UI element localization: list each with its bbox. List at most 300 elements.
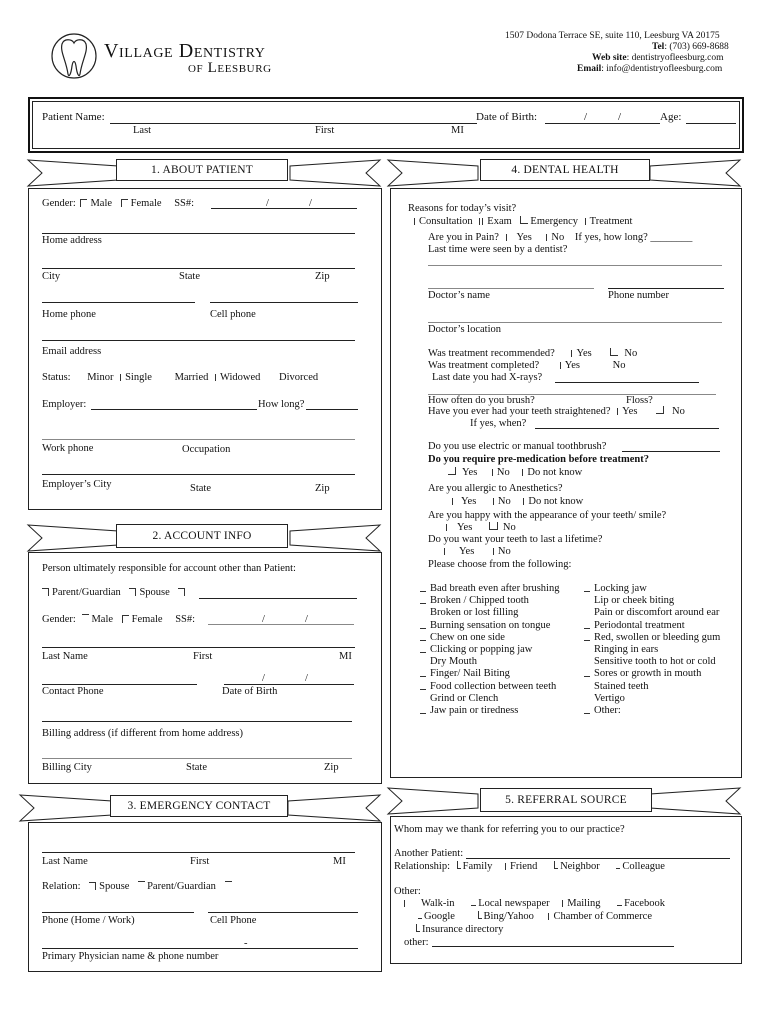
recommended-no-checkbox[interactable]	[610, 348, 618, 356]
recommended-no-label: No	[624, 348, 638, 359]
emergency-cell-field[interactable]	[208, 912, 358, 913]
symptom-item	[584, 693, 625, 704]
city-field[interactable]	[42, 268, 355, 269]
section5-title: 5. REFERRAL SOURCE	[480, 788, 652, 812]
anesthetics-no-checkbox[interactable]	[493, 498, 494, 505]
emergency-cell-label: Cell Phone	[210, 915, 257, 926]
contact-phone-field[interactable]	[42, 684, 197, 685]
occupation-label: Occupation	[182, 444, 231, 455]
emergency-phone-field[interactable]	[42, 912, 194, 913]
state-label: State	[179, 271, 200, 282]
symptom-checkbox[interactable]	[420, 658, 426, 665]
billing-address-field[interactable]	[42, 721, 352, 722]
billing-zip-label: Zip	[324, 762, 339, 773]
pain-how-long-field[interactable]: ________	[650, 232, 693, 243]
completed-yes-label: Yes	[564, 360, 581, 371]
insurance-label: Insurance directory	[422, 924, 504, 935]
symptom-checkbox[interactable]	[420, 621, 426, 629]
account-female-checkbox[interactable]	[122, 615, 129, 623]
emergency-label: Emergency	[530, 216, 579, 227]
symptom-label: Vertigo	[594, 692, 625, 704]
symptom-item	[584, 583, 647, 594]
premed-no-label: No	[496, 467, 510, 478]
how-long-label: How long?	[258, 399, 305, 410]
tooth-logo-icon	[50, 30, 100, 85]
neighbor-label: Neighbor	[560, 861, 600, 872]
other-responsible-checkbox[interactable]	[178, 588, 185, 596]
completed-no-label: No	[612, 360, 626, 371]
chamber-label: Chamber of Commerce	[553, 911, 653, 922]
section5-box	[390, 816, 742, 964]
other-row-2	[418, 911, 652, 922]
relation-spouse-label: Spouse	[99, 881, 130, 892]
home-address-field[interactable]	[42, 233, 355, 234]
straightened-yes-checkbox[interactable]	[617, 408, 618, 415]
account-male-label: Male	[91, 614, 114, 625]
pain-how-long-label: If yes, how long?	[574, 232, 648, 243]
google-label: Google	[424, 911, 455, 922]
ss-sep1: /	[266, 198, 269, 209]
lifetime-no-label: No	[497, 546, 511, 557]
anesthetics-dontknow-checkbox[interactable]	[523, 498, 524, 505]
symptom-label: Pain or discomfort around ear	[594, 607, 720, 619]
ss-label: SS#:	[174, 198, 195, 209]
completed-row	[428, 360, 625, 371]
symptom-item	[420, 681, 556, 692]
google-checkbox[interactable]	[418, 911, 422, 919]
colleague-label: Colleague	[622, 861, 665, 872]
web-label: Web site	[592, 53, 627, 63]
account-first-label: First	[193, 651, 213, 662]
symptom-label: Periodontal treatment	[594, 619, 685, 631]
last-time-label: Last time were seen by a dentist?	[428, 244, 568, 255]
employer-city-field[interactable]	[42, 474, 355, 475]
spouse-label: Spouse	[139, 587, 170, 598]
other2-field[interactable]	[432, 946, 674, 947]
home-phone-field[interactable]	[42, 302, 195, 303]
symptom-checkbox[interactable]	[584, 621, 590, 629]
other-row-3	[416, 924, 503, 935]
symptom-label: Jaw pain or tiredness	[430, 705, 519, 716]
straightened-row	[428, 406, 685, 417]
account-ss-sep1: /	[262, 614, 265, 625]
symptom-label: Bad breath even after brushing	[430, 583, 560, 594]
floss-label: Floss?	[626, 395, 653, 406]
symptom-checkbox[interactable]	[584, 706, 590, 714]
xrays-field[interactable]	[555, 382, 699, 383]
relation-parent-checkbox[interactable]	[138, 881, 145, 889]
account-name-field[interactable]	[42, 647, 355, 648]
symptom-item	[420, 583, 559, 594]
symptom-checkbox[interactable]	[420, 645, 426, 653]
toothbrush-field[interactable]	[622, 451, 720, 452]
recommended-yes-checkbox[interactable]	[571, 350, 572, 357]
cell-phone-field[interactable]	[210, 302, 358, 303]
responsible-row	[42, 587, 188, 598]
exam-checkbox-mark	[482, 218, 483, 225]
brush-label: How often do you brush?	[428, 395, 535, 406]
another-patient-field[interactable]	[466, 858, 730, 859]
how-long-field[interactable]	[306, 409, 358, 410]
anesthetics-yes-label: Yes	[461, 496, 477, 507]
friend-label: Friend	[510, 861, 538, 872]
straightened-label: Have you ever had your teeth straightened?	[428, 406, 611, 417]
practice-address: 1507 Dodona Terrace SE, suite 110, Leesburg VA 20175	[505, 31, 720, 41]
symptom-checkbox[interactable]	[584, 597, 590, 604]
reasons-label: Reasons for today’s visit?	[408, 203, 517, 214]
premed-row	[448, 467, 582, 478]
section4-title: 4. DENTAL HEALTH	[480, 159, 650, 181]
responsible-label: Person ultimately responsible for account other than Patient:	[42, 563, 296, 574]
symptom-checkbox[interactable]	[584, 695, 590, 702]
colleague-checkbox[interactable]	[616, 861, 620, 869]
age-label: Age:	[660, 111, 682, 123]
symptom-label: Stained teeth	[594, 680, 649, 692]
symptom-label: Finger/ Nail Biting	[430, 668, 510, 680]
relation-other-checkbox[interactable]	[225, 881, 232, 889]
recommended-row	[428, 348, 637, 359]
symptom-item	[420, 668, 510, 679]
account-male-checkbox[interactable]	[82, 614, 89, 622]
symptom-label: Red, swollen or bleeding gum	[594, 631, 721, 643]
symptom-label: Burning sensation on tongue	[430, 619, 551, 631]
ss-sep2: /	[309, 198, 312, 209]
symptom-checkbox[interactable]	[584, 646, 590, 653]
responsible-name-field[interactable]	[199, 598, 357, 599]
spouse-checkbox[interactable]	[129, 588, 136, 596]
completed-label: Was treatment completed?	[428, 360, 540, 371]
status-label: Status:	[42, 372, 71, 383]
other2-label: other:	[404, 937, 429, 948]
exam-checkbox[interactable]	[479, 218, 480, 225]
symptom-item	[584, 705, 621, 716]
symptom-item	[420, 632, 505, 643]
account-last-name-label: Last Name	[42, 651, 88, 662]
lifetime-no-checkbox[interactable]	[493, 548, 494, 555]
city-label: City	[42, 271, 61, 282]
recommended-yes-label: Yes	[576, 348, 592, 359]
pain-no-checkbox[interactable]	[546, 234, 547, 241]
gender-row	[42, 198, 194, 209]
walkin-label: Walk-in	[421, 898, 455, 909]
email-value: : info@dentistryofleesburg.com	[601, 64, 723, 74]
billing-city-label: Billing City	[42, 762, 92, 773]
symptom-item	[584, 595, 674, 606]
symptom-item	[420, 620, 550, 631]
age-field[interactable]	[686, 123, 736, 124]
other-row-1	[404, 898, 665, 909]
lifetime-yes-label: Yes	[459, 546, 475, 557]
doctors-location-field[interactable]	[428, 322, 722, 323]
gender-label: Gender:	[42, 198, 76, 209]
logo-line1: Village Dentistry	[104, 40, 266, 62]
pain-yes-checkbox[interactable]	[506, 234, 507, 241]
symptom-label: Locking jaw	[594, 583, 647, 594]
physician-field[interactable]	[42, 948, 358, 949]
symptom-label: Ringing in ears	[594, 644, 659, 655]
symptom-item	[584, 632, 720, 643]
dob-label: Date of Birth:	[476, 111, 538, 123]
parent-label: Parent/Guardian	[52, 587, 121, 598]
symptom-checkbox[interactable]	[420, 609, 426, 616]
female-label: Female	[130, 198, 162, 209]
friend-checkbox[interactable]	[505, 863, 506, 870]
home-address-label: Home address	[42, 235, 102, 246]
single-label: Single	[125, 372, 152, 383]
another-patient-label: Another Patient:	[394, 848, 464, 859]
section3-box	[28, 822, 382, 972]
anesthetics-no-label: No	[497, 496, 511, 507]
account-dob-sep1: /	[262, 673, 265, 684]
ss-field[interactable]	[211, 208, 357, 209]
straightened-yes-label: Yes	[622, 406, 638, 417]
lifetime-yes-checkbox[interactable]	[444, 548, 445, 555]
account-ss-sep2: /	[305, 614, 308, 625]
employer-zip-label: Zip	[315, 483, 330, 494]
treatment-label: Treatment	[589, 216, 633, 227]
relation-label: Relation:	[42, 881, 81, 892]
symptom-checkbox[interactable]	[420, 669, 426, 677]
symptom-item	[420, 595, 529, 606]
pain-no-label: No	[551, 232, 565, 243]
billing-state-label: State	[186, 762, 207, 773]
pain-yes-label: Yes	[516, 232, 532, 243]
symptom-item	[420, 693, 498, 704]
insurance-checkbox[interactable]	[416, 924, 420, 932]
exam-label: Exam	[487, 216, 512, 227]
email-field[interactable]	[42, 340, 355, 341]
practice-web	[592, 53, 724, 63]
consultation-label: Consultation	[419, 216, 473, 227]
happy-no-label: No	[502, 522, 516, 533]
lifetime-row	[440, 546, 511, 557]
web-value: : dentistryofleesburg.com	[626, 53, 724, 63]
relationship-row	[394, 861, 665, 872]
account-gender-row	[42, 614, 195, 625]
happy-yes-checkbox[interactable]	[446, 524, 447, 531]
symptom-checkbox[interactable]	[420, 584, 426, 592]
premed-yes-checkbox[interactable]	[448, 467, 456, 475]
account-dob-label: Date of Birth	[222, 686, 278, 697]
premed-dontknow-label: Do not know	[527, 467, 583, 478]
family-label: Family	[462, 861, 493, 872]
mailing-checkbox[interactable]	[562, 900, 563, 907]
tel-label: Tel	[652, 42, 665, 52]
patient-name-field[interactable]	[110, 123, 477, 124]
logo-line2: of Leesburg	[188, 60, 272, 76]
relationship-label: Relationship:	[394, 861, 450, 872]
symptom-checkbox[interactable]	[420, 682, 426, 690]
dob-field[interactable]	[545, 123, 660, 124]
symptom-label: Food collection between teeth	[430, 680, 557, 692]
family-checkbox[interactable]	[457, 861, 461, 869]
section3-title: 3. EMERGENCY CONTACT	[110, 795, 288, 817]
symptom-checkbox[interactable]	[584, 584, 590, 592]
emergency-checkbox[interactable]	[520, 216, 528, 224]
whom-label: Whom may we thank for referring you to our practice?	[394, 824, 625, 835]
mailing-label: Mailing	[567, 898, 601, 909]
billing-address-label: Billing address (if different from home address)	[42, 728, 244, 739]
relation-spouse-checkbox[interactable]	[89, 882, 96, 890]
symptom-item	[584, 668, 701, 679]
symptom-item	[420, 644, 532, 655]
billing-city-field[interactable]	[42, 758, 352, 759]
physician-label: Primary Physician name & phone number	[42, 951, 219, 962]
premed-no-checkbox[interactable]	[492, 469, 493, 476]
bing-checkbox[interactable]	[478, 911, 482, 919]
doctors-location-label: Doctor’s location	[428, 324, 501, 335]
home-phone-label: Home phone	[42, 309, 96, 320]
premed-yes-label: Yes	[462, 467, 478, 478]
completed-yes-checkbox[interactable]	[560, 362, 561, 369]
employer-state-label: State	[190, 483, 211, 494]
pain-row	[428, 232, 692, 243]
symptom-label: Sores or growth in mouth	[594, 668, 702, 680]
female-checkbox[interactable]	[121, 199, 128, 207]
emergency-name-field[interactable]	[42, 852, 355, 853]
symptom-checkbox[interactable]	[420, 633, 426, 641]
straightened-no-label: No	[672, 406, 685, 417]
toothbrush-label: Do you use electric or manual toothbrush?	[428, 441, 607, 452]
symptom-label: Other:	[594, 705, 621, 716]
email-label: Email address	[42, 346, 102, 357]
if-yes-when-label: If yes, when?	[470, 418, 527, 429]
symptom-label: Grind or Clench	[430, 692, 499, 704]
in-pain-label: Are you in Pain?	[428, 232, 499, 243]
account-dob-sep2: /	[305, 673, 308, 684]
symptom-checkbox[interactable]	[584, 609, 590, 616]
male-checkbox[interactable]	[80, 199, 87, 207]
emergency-phone-label: Phone (Home / Work)	[42, 915, 135, 926]
widowed-label: Widowed	[220, 372, 261, 383]
married-label: Married	[174, 372, 209, 383]
emergency-last-name-label: Last Name	[42, 856, 88, 867]
symptom-checkbox[interactable]	[584, 669, 590, 677]
symptom-checkbox[interactable]	[584, 658, 590, 665]
lifetime-label: Do you want your teeth to last a lifetime?	[428, 534, 603, 545]
premed-dontknow-checkbox[interactable]	[522, 469, 523, 476]
happy-no-checkbox[interactable]	[489, 522, 498, 530]
doctors-name-label: Doctor’s name	[428, 290, 490, 301]
consultation-checkbox[interactable]	[414, 218, 415, 225]
emergency-first-label: First	[190, 856, 210, 867]
practice-tel	[652, 42, 729, 52]
patient-name-label: Patient Name:	[42, 111, 105, 123]
widowed-checkbox[interactable]	[215, 374, 216, 381]
other-label: Other:	[394, 886, 421, 897]
dob-sep2: /	[618, 111, 622, 123]
chamber-checkbox[interactable]	[548, 913, 549, 920]
symptom-label: Sensitive tooth to hot or cold	[594, 656, 716, 668]
email-label: Email	[577, 64, 602, 74]
symptom-label: Lip or cheek biting	[594, 595, 675, 607]
phone-number-field[interactable]	[608, 288, 724, 289]
straightened-no-checkbox[interactable]	[656, 406, 664, 414]
happy-row	[442, 522, 516, 533]
male-label: Male	[90, 198, 113, 209]
xrays-label: Last date you had X-rays?	[432, 372, 543, 383]
cell-phone-label: Cell phone	[210, 309, 256, 320]
symptom-item	[420, 705, 518, 716]
symptom-item	[584, 607, 719, 618]
newspaper-checkbox[interactable]	[471, 898, 476, 906]
treatment-checkbox[interactable]	[585, 218, 586, 225]
phone-number-label: Phone number	[608, 290, 669, 301]
choose-label: Please choose from the following:	[428, 559, 572, 570]
symptom-label: Dry Mouth	[430, 656, 477, 668]
account-mi-label: MI	[339, 651, 352, 662]
emergency-mi-label: MI	[333, 856, 346, 867]
last-time-field[interactable]	[428, 265, 722, 266]
account-female-label: Female	[131, 614, 163, 625]
symptom-item	[584, 656, 716, 667]
doctors-name-field[interactable]	[428, 288, 594, 289]
neighbor-checkbox[interactable]	[554, 861, 558, 869]
walkin-checkbox[interactable]	[404, 900, 405, 907]
symptom-item	[420, 607, 518, 618]
work-phone-field[interactable]	[42, 439, 355, 440]
patient-mi-caption: MI	[451, 125, 464, 136]
anesthetics-dontknow-label: Do not know	[528, 496, 584, 507]
patient-last-caption: Last	[133, 125, 152, 136]
employer-city-label: Employer’s City	[42, 479, 112, 490]
symptom-label: Chew on one side	[430, 631, 505, 643]
recommended-label: Was treatment recommended?	[428, 348, 555, 359]
account-ss-field[interactable]	[208, 624, 354, 625]
symptom-checkbox[interactable]	[420, 695, 426, 702]
divorced-label: Divorced	[279, 372, 319, 383]
symptom-label: Broken / Chipped tooth	[430, 595, 529, 607]
bing-label: Bing/Yahoo	[483, 911, 534, 922]
section2-title: 2. ACCOUNT INFO	[116, 524, 288, 548]
account-dob-field[interactable]	[224, 684, 354, 685]
employer-field[interactable]	[91, 409, 257, 410]
zip-label: Zip	[315, 271, 330, 282]
parent-checkbox[interactable]	[42, 588, 49, 596]
symptom-checkbox[interactable]	[420, 596, 426, 604]
relation-parent-label: Parent/Guardian	[147, 881, 216, 892]
symptom-checkbox[interactable]	[584, 633, 590, 641]
symptom-checkbox[interactable]	[420, 706, 426, 714]
practice-email	[577, 64, 722, 74]
anesthetics-yes-checkbox[interactable]	[452, 498, 453, 505]
happy-label: Are you happy with the appearance of your teeth/ smile?	[428, 510, 667, 521]
premed-label: Do you require pre-medication before treatment?	[428, 454, 649, 465]
physician-dash: -	[244, 938, 248, 949]
newspaper-label: Local newspaper	[478, 898, 550, 909]
status-row	[42, 372, 318, 383]
symptom-label: Broken or lost filling	[430, 607, 519, 619]
symptom-checkbox[interactable]	[584, 683, 590, 690]
work-phone-label: Work phone	[42, 443, 94, 454]
symptom-label: Clicking or popping jaw	[430, 644, 533, 655]
single-checkbox[interactable]	[120, 374, 121, 381]
symptom-item	[584, 644, 658, 655]
facebook-checkbox[interactable]	[617, 898, 622, 906]
symptom-item	[584, 620, 685, 631]
minor-label: Minor	[87, 372, 114, 383]
contact-phone-label: Contact Phone	[42, 686, 104, 697]
symptom-item	[420, 656, 477, 667]
dob-sep1: /	[584, 111, 588, 123]
symptom-item	[584, 681, 649, 692]
reasons-row	[414, 216, 632, 227]
if-yes-when-field[interactable]	[535, 428, 719, 429]
section1-title: 1. ABOUT PATIENT	[116, 159, 288, 181]
relation-row	[42, 881, 234, 892]
facebook-label: Facebook	[624, 898, 665, 909]
tel-value: : (703) 669-8688	[664, 42, 729, 52]
